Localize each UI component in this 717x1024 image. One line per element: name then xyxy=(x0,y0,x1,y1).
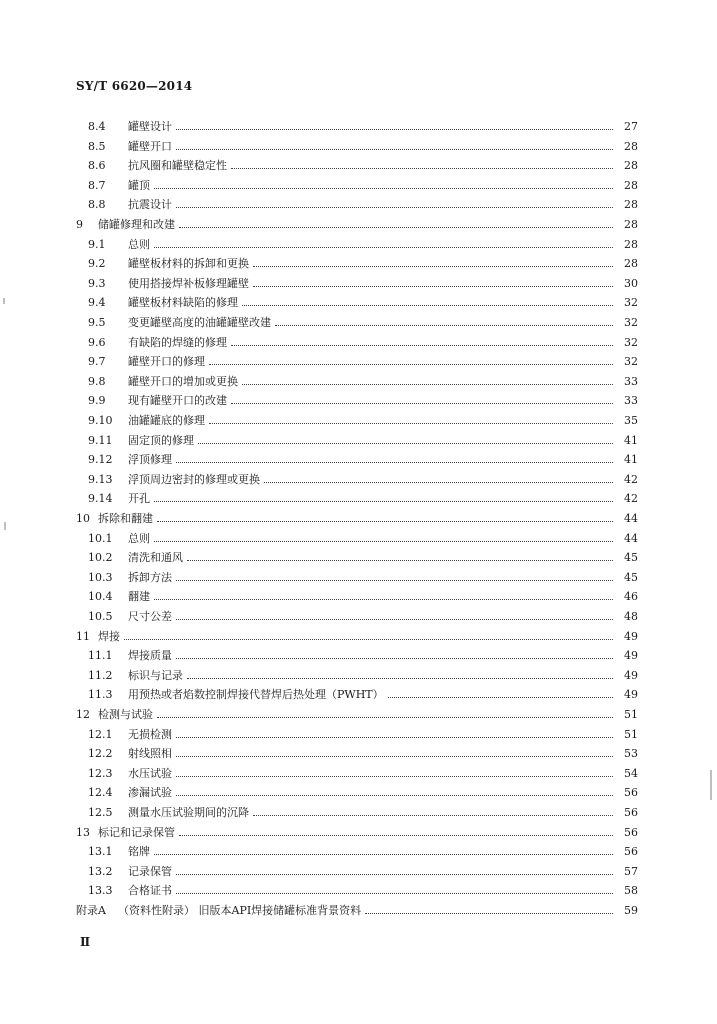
toc-entry-number: 9.4 xyxy=(88,296,106,310)
toc-entry-page: 53 xyxy=(624,747,638,761)
toc-entry-page: 56 xyxy=(624,806,638,819)
toc-entry xyxy=(88,880,638,898)
toc-entry-number: 9.14 xyxy=(88,492,113,506)
toc-entry-title: 检测与试验 xyxy=(98,708,153,721)
toc-entry-page: 48 xyxy=(624,610,638,623)
toc-entry-number: 9.12 xyxy=(88,453,113,467)
toc-entry xyxy=(88,469,638,487)
toc-entry-number: 9.11 xyxy=(88,433,113,447)
toc-entry xyxy=(76,214,638,232)
toc-dot-leader xyxy=(176,148,613,150)
toc-entry-number: 8.7 xyxy=(88,178,106,192)
toc-entry-title: 罐壁板材料的拆卸和更换 xyxy=(128,257,249,271)
toc-entry-title: 渗漏试验 xyxy=(128,786,172,800)
toc-entry-page: 49 xyxy=(624,629,638,643)
toc-entry xyxy=(76,822,638,840)
toc-entry-title: 用预热或者焰数控制焊接代替焊后热处理（PWHT） xyxy=(128,688,384,702)
toc-dot-leader xyxy=(176,794,613,796)
toc-entry-number: 9.13 xyxy=(88,472,113,486)
toc-entry-title: 浮顶周边密封的修理或更换 xyxy=(128,472,260,486)
toc-entry-page: 28 xyxy=(624,139,638,153)
toc-entry-number: 10.2 xyxy=(88,551,113,565)
toc-entry-number: 13.2 xyxy=(88,864,113,878)
toc-entry-page: 58 xyxy=(624,884,638,898)
toc-entry-title: 合格证书 xyxy=(128,884,172,898)
toc-entry-number: 9.6 xyxy=(88,335,106,349)
toc-entry-title: 罐顶 xyxy=(128,178,150,192)
toc-entry-page: 56 xyxy=(624,786,638,800)
toc-entry xyxy=(88,390,638,408)
toc-entry xyxy=(88,586,638,604)
toc-entry-title: （资料性附录） 旧版本API焊接储罐标准背景资料 xyxy=(118,904,362,917)
toc-entry-title: 罐壁开口的增加或更换 xyxy=(128,374,238,388)
toc-entry-title: 罐壁开口 xyxy=(128,139,172,153)
toc-entry-number: 9.9 xyxy=(88,394,106,408)
toc-entry xyxy=(88,371,638,389)
toc-dot-leader xyxy=(209,422,613,424)
toc-dot-leader xyxy=(124,638,613,640)
toc-entry-page: 56 xyxy=(624,825,638,839)
scan-speck xyxy=(4,522,6,530)
scan-speck xyxy=(3,298,5,304)
toc-entry xyxy=(88,175,638,193)
toc-entry xyxy=(76,704,638,722)
toc-entry-number: 9.8 xyxy=(88,374,106,388)
toc-entry xyxy=(88,116,638,134)
toc-dot-leader xyxy=(264,481,613,483)
toc-dot-leader xyxy=(253,285,613,287)
toc-dot-leader xyxy=(176,657,613,659)
toc-entry xyxy=(88,724,638,742)
toc-entry xyxy=(88,782,638,800)
toc-entry-page: 32 xyxy=(624,355,638,369)
toc-dot-leader xyxy=(209,363,613,365)
toc-entry-title: 现有罐壁开口的改建 xyxy=(128,394,227,408)
toc-dot-leader xyxy=(154,598,613,600)
toc-entry-title: 标记和记录保管 xyxy=(98,825,175,839)
toc-dot-leader xyxy=(176,128,613,130)
toc-entry-number: 10.4 xyxy=(88,590,113,604)
toc-entry xyxy=(88,234,638,252)
toc-dot-leader xyxy=(154,246,613,248)
toc-entry-title: 射线照相 xyxy=(128,747,172,761)
toc-entry-title: 铭牌 xyxy=(128,845,150,859)
toc-entry xyxy=(88,743,638,761)
toc-entry xyxy=(88,155,638,173)
toc-entry-title: 清洗和通风 xyxy=(128,551,183,565)
toc-entry-number: 9.3 xyxy=(88,276,106,290)
toc-entry-page: 32 xyxy=(624,316,638,329)
toc-entry-number: 12.1 xyxy=(88,727,113,741)
toc-entry-title: 记录保管 xyxy=(128,864,172,878)
toc-entry-title: 尺寸公差 xyxy=(128,610,172,623)
toc-entry-page: 51 xyxy=(624,727,638,741)
toc-entry-title: 油罐罐底的修理 xyxy=(128,414,205,427)
toc-entry xyxy=(88,841,638,859)
toc-entry xyxy=(88,410,638,428)
toc-entry-page: 28 xyxy=(624,159,638,173)
toc-entry xyxy=(76,900,638,918)
toc-entry-title: 抗风圈和罐壁稳定性 xyxy=(128,159,227,173)
toc-entry-number: 9.5 xyxy=(88,316,106,329)
toc-entry xyxy=(88,763,638,781)
standard-code-header: SY/T 6620—2014 xyxy=(76,79,193,93)
toc-entry-title: 储罐修理和改建 xyxy=(98,218,175,231)
toc-entry-number: 12.3 xyxy=(88,766,113,780)
toc-entry-title: 固定顶的修理 xyxy=(128,433,194,447)
toc-entry-title: 测量水压试验期间的沉降 xyxy=(128,806,249,819)
toc-entry xyxy=(88,273,638,291)
toc-dot-leader xyxy=(176,755,613,757)
toc-entry-number: 9.10 xyxy=(88,414,113,427)
toc-entry-page: 28 xyxy=(624,237,638,251)
toc-dot-leader xyxy=(176,206,613,208)
toc-dot-leader xyxy=(154,187,613,189)
toc-entry-number: 10.5 xyxy=(88,610,113,623)
toc-entry-page: 28 xyxy=(624,178,638,192)
toc-entry-number: 12.5 xyxy=(88,806,113,819)
toc-entry-number: 8.4 xyxy=(88,120,106,133)
toc-entry-number: 11.2 xyxy=(88,668,113,682)
page-number-roman: Ⅱ xyxy=(80,935,91,949)
toc-entry xyxy=(88,802,638,820)
toc-entry-page: 44 xyxy=(624,512,638,525)
toc-entry-page: 45 xyxy=(624,551,638,565)
toc-entry-page: 46 xyxy=(624,590,638,604)
toc-entry-number: 10.3 xyxy=(88,570,113,584)
toc-entry-page: 41 xyxy=(624,453,638,467)
toc-entry xyxy=(88,567,638,585)
toc-entry-number: 11.1 xyxy=(88,649,113,663)
toc-dot-leader xyxy=(187,559,613,561)
toc-dot-leader xyxy=(388,696,613,698)
toc-entry xyxy=(88,449,638,467)
toc-entry-title: 罐壁板材料缺陷的修理 xyxy=(128,296,238,310)
toc-entry xyxy=(76,508,638,526)
toc-entry-number: 9.7 xyxy=(88,355,106,369)
toc-entry-page: 32 xyxy=(624,335,638,349)
toc-entry-number: 11.3 xyxy=(88,688,113,702)
toc-entry-page: 59 xyxy=(624,904,638,917)
toc-entry-title: 开孔 xyxy=(128,492,150,506)
toc-dot-leader xyxy=(176,892,613,894)
toc-entry-title: 拆卸方法 xyxy=(128,570,172,584)
toc-dot-leader xyxy=(157,520,613,522)
toc-dot-leader xyxy=(242,304,613,306)
toc-entry-page: 33 xyxy=(624,374,638,388)
toc-entry-number: 8.6 xyxy=(88,159,106,173)
toc-entry-title: 浮顶修理 xyxy=(128,453,172,467)
toc-entry xyxy=(88,606,638,624)
toc-entry xyxy=(88,332,638,350)
toc-dot-leader xyxy=(198,442,613,444)
toc-entry xyxy=(88,645,638,663)
toc-entry-page: 41 xyxy=(624,433,638,447)
toc-entry-number: 10.1 xyxy=(88,531,113,545)
toc-entry-page: 56 xyxy=(624,845,638,859)
toc-entry-number: 9 xyxy=(76,218,83,231)
toc-entry-page: 49 xyxy=(624,668,638,682)
toc-dot-leader xyxy=(154,853,613,855)
toc-dot-leader xyxy=(154,500,613,502)
toc-dot-leader xyxy=(231,167,613,169)
toc-entry-number: 8.8 xyxy=(88,198,106,212)
toc-entry xyxy=(88,136,638,154)
toc-dot-leader xyxy=(187,677,613,679)
toc-entry-number: 9.1 xyxy=(88,237,106,251)
toc-entry-page: 28 xyxy=(624,198,638,212)
toc-entry-title: 标识与记录 xyxy=(128,668,183,682)
toc-entry-number: 8.5 xyxy=(88,139,106,153)
toc-entry-page: 54 xyxy=(624,766,638,780)
toc-dot-leader xyxy=(231,402,613,404)
toc-dot-leader xyxy=(176,775,613,777)
toc-entry-number: 13 xyxy=(76,825,90,839)
toc-entry xyxy=(88,253,638,271)
toc-dot-leader xyxy=(176,873,613,875)
toc-entry xyxy=(88,861,638,879)
toc-entry-number: 10 xyxy=(76,512,90,525)
toc-entry xyxy=(88,292,638,310)
toc-dot-leader xyxy=(253,814,613,816)
toc-entry xyxy=(88,194,638,212)
toc-entry-title: 总则 xyxy=(128,531,150,545)
toc-entry-title: 总则 xyxy=(128,237,150,251)
scan-speck xyxy=(710,770,712,800)
toc-entry-page: 42 xyxy=(624,492,638,506)
toc-entry xyxy=(88,547,638,565)
toc-entry-page: 28 xyxy=(624,257,638,271)
toc-entry-number: 附录A xyxy=(76,904,106,917)
toc-entry-title: 变更罐壁高度的油罐罐壁改建 xyxy=(128,316,271,329)
toc-dot-leader xyxy=(176,736,613,738)
toc-entry-title: 有缺陷的焊缝的修理 xyxy=(128,335,227,349)
toc-entry-page: 57 xyxy=(624,864,638,878)
toc-entry-page: 51 xyxy=(624,708,638,721)
toc-entry-page: 42 xyxy=(624,472,638,486)
toc-entry-title: 罐壁设计 xyxy=(128,120,172,133)
toc-entry-page: 49 xyxy=(624,688,638,702)
toc-entry-page: 35 xyxy=(624,414,638,427)
toc-entry-title: 焊接 xyxy=(98,629,120,643)
toc-entry-number: 13.1 xyxy=(88,845,113,859)
toc-dot-leader xyxy=(253,265,613,267)
toc-dot-leader xyxy=(176,461,613,463)
toc-dot-leader xyxy=(157,716,613,718)
toc-entry-page: 49 xyxy=(624,649,638,663)
toc-entry xyxy=(88,528,638,546)
toc-entry xyxy=(88,684,638,702)
toc-entry-page: 32 xyxy=(624,296,638,310)
toc-dot-leader xyxy=(176,618,613,620)
toc-entry-page: 33 xyxy=(624,394,638,408)
toc-entry-page: 30 xyxy=(624,276,638,290)
toc-entry-title: 使用搭接焊补板修理罐壁 xyxy=(128,276,249,290)
toc-entry xyxy=(88,351,638,369)
toc-entry-page: 28 xyxy=(624,218,638,231)
toc-entry-number: 11 xyxy=(76,629,90,643)
toc-dot-leader xyxy=(231,344,613,346)
toc-entry-title: 焊接质量 xyxy=(128,649,172,663)
toc-entry-page: 27 xyxy=(624,120,638,133)
toc-entry-title: 抗震设计 xyxy=(128,198,172,212)
toc-dot-leader xyxy=(179,834,613,836)
toc-entry-number: 12.2 xyxy=(88,747,113,761)
toc-entry-title: 罐壁开口的修理 xyxy=(128,355,205,369)
toc-entry xyxy=(76,626,638,644)
toc-dot-leader xyxy=(365,912,613,914)
toc-entry-title: 无损检测 xyxy=(128,727,172,741)
toc-entry-page: 45 xyxy=(624,570,638,584)
toc-entry-number: 13.3 xyxy=(88,884,113,898)
toc-entry xyxy=(88,312,638,330)
toc-dot-leader xyxy=(176,579,613,581)
toc-entry-title: 拆除和翻建 xyxy=(98,512,153,525)
toc-entry-number: 12.4 xyxy=(88,786,113,800)
toc-dot-leader xyxy=(242,383,613,385)
toc-entry-number: 12 xyxy=(76,708,90,721)
toc-dot-leader xyxy=(275,324,613,326)
toc-entry-title: 翻建 xyxy=(128,590,150,604)
toc-entry-title: 水压试验 xyxy=(128,766,172,780)
toc-entry-page: 44 xyxy=(624,531,638,545)
toc-dot-leader xyxy=(179,226,613,228)
toc-entry xyxy=(88,430,638,448)
toc-entry xyxy=(88,665,638,683)
toc-dot-leader xyxy=(154,540,613,542)
toc-entry-number: 9.2 xyxy=(88,257,106,271)
toc-entry xyxy=(88,488,638,506)
